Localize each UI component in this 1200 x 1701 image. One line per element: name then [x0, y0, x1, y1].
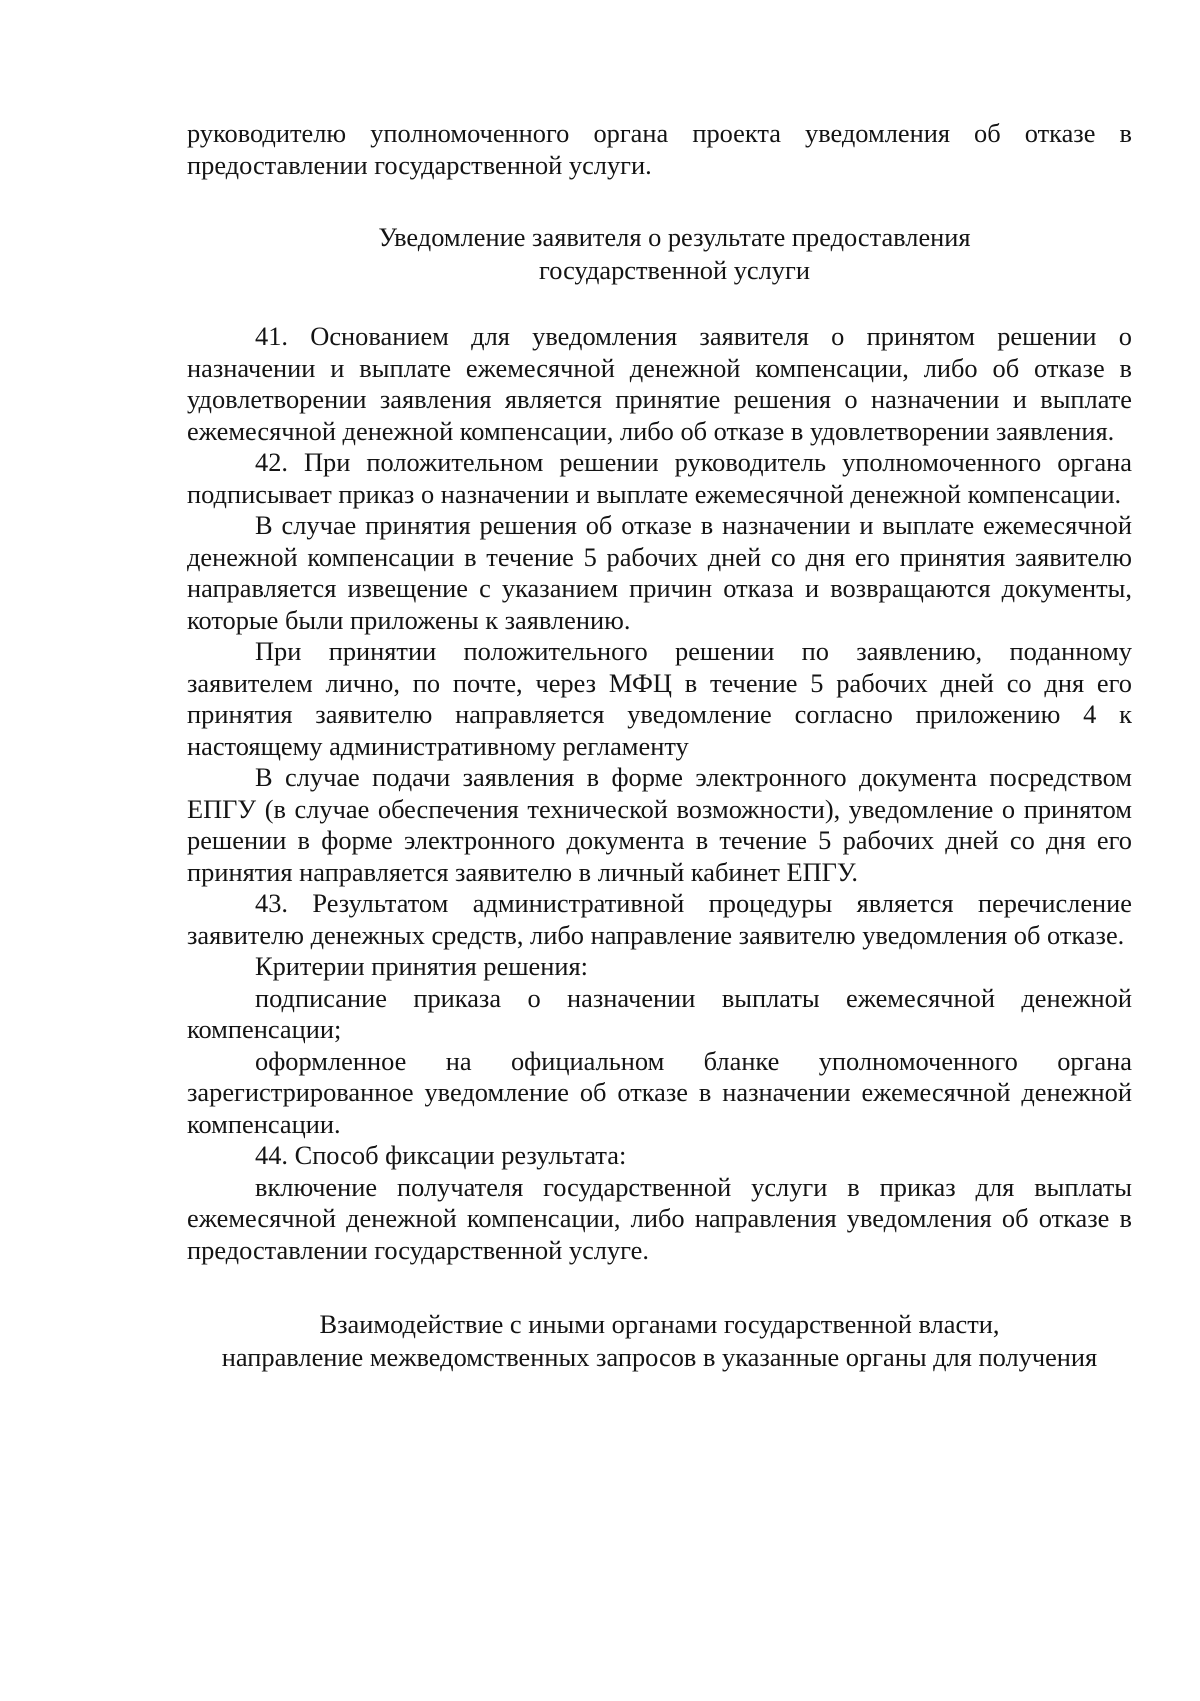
section-heading-line-2: государственной услуги — [539, 255, 810, 285]
paragraph-42: 42. При положительном решении руководитель уполномоченного органа подписывает приказ о назначении и выплате ежемесячной денежной компенсации. — [187, 447, 1132, 509]
paragraph-42-refusal: В случае принятия решения об отказе в назначении и выплате ежемесячной денежной компенсации в течение 5 рабочих дней со дня его принятия заявителю направляется извещение с указанием причин отказа и возвращаются документы, которые были приложены к заявлению. — [187, 510, 1132, 635]
paragraph-42-positive: При принятии положительного решении по заявлению, поданному заявителем лично, по почте, через МФЦ в течение 5 рабочих дней со дня его принятия заявителю направляется уведомление согласно приложению 4 к настоящему административному регламенту — [187, 636, 1132, 761]
document-page — [187, 118, 1132, 1374]
paragraph-43: 43. Результатом административной процедуры является перечисление заявителю денежных средств, либо направление заявителю уведомления об отказе. — [187, 888, 1132, 950]
paragraph-42-epgu: В случае подачи заявления в форме электронного документа посредством ЕПГУ (в случае обеспечения технической возможности), уведомление о принятом решении в форме электронного документа в течение 5 рабочих дней со дня его принятия направляется заявителю в личный кабинет ЕПГУ. — [187, 762, 1132, 887]
section-heading-notification — [187, 221, 1132, 287]
section-heading-line-1: Взаимодействие с иными органами государственной власти, — [319, 1309, 1000, 1339]
criteria-title: Критерии принятия решения: — [255, 951, 588, 981]
section-heading-interaction — [187, 1308, 1132, 1374]
paragraph-44-text: включение получателя государственной услуги в приказ для выплаты ежемесячной денежной компенсации, либо направления уведомления об отказе в предоставлении государственной услуге. — [187, 1171, 1132, 1265]
section-heading-line-1: Уведомление заявителя о результате предоставления — [378, 222, 971, 252]
paragraph-41: 41. Основанием для уведомления заявителя о принятом решении о назначении и выплате ежемесячной денежной компенсации, либо об отказе в удовлетворении заявления является принятие решения о назначении и выплате ежемесячной денежной компенсации, либо об отказе в удовлетворении заявления. — [187, 321, 1132, 446]
criteria-item-1: подписание приказа о назначении выплаты ежемесячной денежной компенсации; — [187, 982, 1132, 1044]
section-heading-line-2: направление межведомственных запросов в указанные органы для получения — [221, 1342, 1098, 1372]
continuation-paragraph: руководителю уполномоченного органа проекта уведомления об отказе в предоставлении государственной услуги. — [187, 118, 1132, 180]
criteria-item-2: оформленное на официальном бланке уполномоченного органа зарегистрированное уведомление об отказе в назначении ежемесячной денежной компенсации. — [187, 1045, 1132, 1139]
paragraph-44: 44. Способ фиксации результата: — [255, 1140, 627, 1170]
